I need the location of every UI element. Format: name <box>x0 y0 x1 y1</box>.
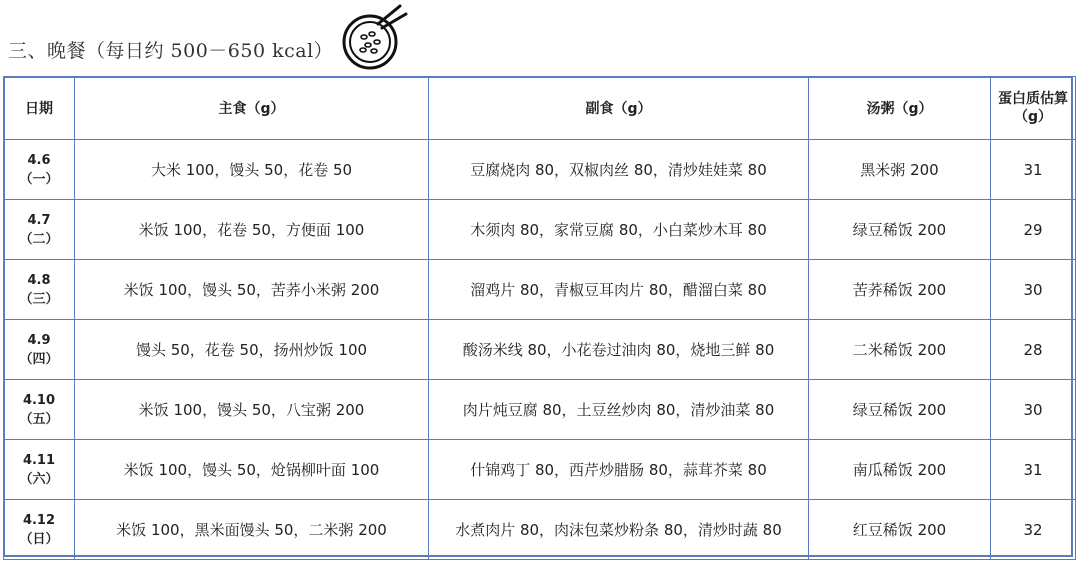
date: 4.11 <box>22 452 56 468</box>
bowl-with-chopsticks-icon <box>334 4 410 74</box>
soup-cell: 南瓜稀饭 200 <box>809 440 991 500</box>
weekday: （二） <box>19 231 59 247</box>
column-header-date: 日期 <box>4 77 75 140</box>
table-header-row <box>4 77 1076 140</box>
table-row <box>4 320 1076 380</box>
column-header-staple: 主食（g） <box>75 77 429 140</box>
date: 4.8 <box>27 272 51 288</box>
table-row <box>4 260 1076 320</box>
side-cell: 酸汤米线 80，小花卷过油肉 80，烧地三鲜 80 <box>429 320 809 380</box>
weekday: （日） <box>19 531 59 547</box>
staple-cell: 米饭 100，花卷 50，方便面 100 <box>75 200 429 260</box>
date-cell <box>4 500 75 560</box>
protein-header-line1: 蛋白质估算 <box>998 91 1068 107</box>
staple-cell: 米饭 100，馒头 50，苦荞小米粥 200 <box>75 260 429 320</box>
protein-cell: 31 <box>991 140 1076 200</box>
section-header <box>8 2 1068 74</box>
date-cell <box>4 140 75 200</box>
weekday: （六） <box>19 471 59 487</box>
staple-cell: 馒头 50，花卷 50，扬州炒饭 100 <box>75 320 429 380</box>
weekday: （四） <box>19 351 59 367</box>
date-cell <box>4 200 75 260</box>
date-cell <box>4 380 75 440</box>
staple-cell: 大米 100，馒头 50，花卷 50 <box>75 140 429 200</box>
weekday: （一） <box>19 171 59 187</box>
soup-cell: 绿豆稀饭 200 <box>809 380 991 440</box>
side-cell: 水煮肉片 80，肉沫包菜炒粉条 80，清炒时蔬 80 <box>429 500 809 560</box>
weekday: （五） <box>19 411 59 427</box>
table-row <box>4 440 1076 500</box>
table-row <box>4 380 1076 440</box>
protein-cell: 30 <box>991 380 1076 440</box>
weekday: （三） <box>19 291 59 307</box>
soup-cell: 二米稀饭 200 <box>809 320 991 380</box>
staple-cell: 米饭 100，馒头 50，八宝粥 200 <box>75 380 429 440</box>
date: 4.12 <box>22 512 56 528</box>
staple-cell: 米饭 100，馒头 50，炝锅柳叶面 100 <box>75 440 429 500</box>
date: 4.10 <box>22 392 56 408</box>
column-header-protein <box>991 77 1076 140</box>
side-cell: 什锦鸡丁 80，西芹炒腊肠 80，蒜茸芥菜 80 <box>429 440 809 500</box>
date-cell <box>4 440 75 500</box>
date-cell <box>4 320 75 380</box>
dinner-menu-table <box>3 76 1076 560</box>
date-cell <box>4 260 75 320</box>
date: 4.9 <box>27 332 51 348</box>
protein-cell: 32 <box>991 500 1076 560</box>
protein-header-line2: （g） <box>1013 109 1053 125</box>
section-title: 三、晚餐（每日约 500－650 kcal） <box>8 40 334 62</box>
date: 4.6 <box>27 152 51 168</box>
soup-cell: 苦荞稀饭 200 <box>809 260 991 320</box>
protein-cell: 29 <box>991 200 1076 260</box>
protein-cell: 31 <box>991 440 1076 500</box>
soup-cell: 红豆稀饭 200 <box>809 500 991 560</box>
side-cell: 肉片炖豆腐 80，土豆丝炒肉 80，清炒油菜 80 <box>429 380 809 440</box>
table-row <box>4 140 1076 200</box>
table-row <box>4 200 1076 260</box>
protein-cell: 28 <box>991 320 1076 380</box>
table-row <box>4 500 1076 560</box>
column-header-side: 副食（g） <box>429 77 809 140</box>
protein-cell: 30 <box>991 260 1076 320</box>
soup-cell: 黑米粥 200 <box>809 140 991 200</box>
soup-cell: 绿豆稀饭 200 <box>809 200 991 260</box>
side-cell: 豆腐烧肉 80，双椒肉丝 80，清炒娃娃菜 80 <box>429 140 809 200</box>
staple-cell: 米饭 100，黑米面馒头 50，二米粥 200 <box>75 500 429 560</box>
side-cell: 木须肉 80，家常豆腐 80，小白菜炒木耳 80 <box>429 200 809 260</box>
column-header-soup: 汤粥（g） <box>809 77 991 140</box>
side-cell: 溜鸡片 80，青椒豆耳肉片 80，醋溜白菜 80 <box>429 260 809 320</box>
date: 4.7 <box>27 212 51 228</box>
